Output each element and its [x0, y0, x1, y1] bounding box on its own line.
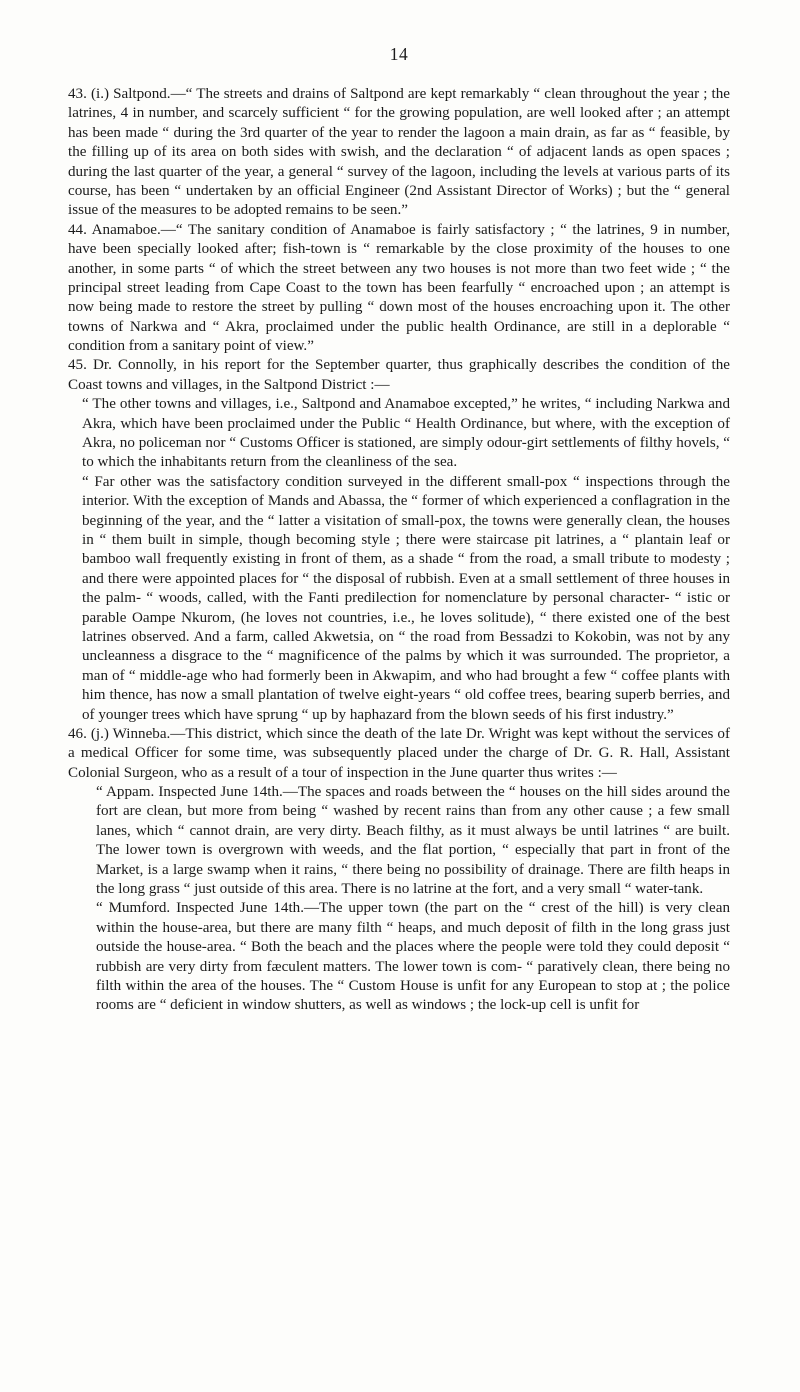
page-body — [68, 85, 730, 1016]
paragraph-46: 46. (j.) Winneba.—This district, which since the death of the late Dr. Wright was kept without the services of a medical Officer for some time, was subsequently placed under the charge of Dr. G. R. Hall, Assistant Colonial Surgeon, who as a result of a tour of inspection in the June quarter thus writes :— — [68, 725, 730, 781]
paragraph-44: 44. Anamaboe.—“ The sanitary condition of Anamaboe is fairly satisfactory ; “ the latrines, 9 in number, have been specially looked after; fish-town is “ remarkable by the close proximity of the houses to one another, in some parts “ of which the street between any two houses is not more than two feet wide ; “ the principal street leading from Cape Coast to the town has been fearfully “ encroached upon ; an attempt is now being made to restore the street by pulling “ down most of the houses encroaching upon it. The other towns of Narkwa and “ Akra, proclaimed under the public health Ordinance, are still in a deplorable “ condition from a sanitary point of view.” — [68, 221, 730, 355]
paragraph-43: 43. (i.) Saltpond.—“ The streets and drains of Saltpond are kept remarkably “ clean throughout the year ; the latrines, 4 in number, and scarcely sufficient “ for the growing population, are well looked after ; an attempt has been made “ during the 3rd quarter of the year to render the lagoon a main drain, as far as “ feasible, by the filling up of its area on both sides with swish, and the declaration “ of adjacent lands as open spaces ; during the last quarter of the year, a general “ survey of the lagoon, including the levels at various parts of its course, has been “ undertaken by an official Engineer (2nd Assistant Director of Works) ; but the “ general issue of the measures to be adopted remains to be seen.” — [68, 86, 730, 219]
quote-connolly-interior: “ Far other was the satisfactory condition surveyed in the different small-pox “ inspections through the interior. With the exception of Mands and Abassa, the “ former of which experienced a conflagration in the beginning of the year, and the “ latter a visitation of small-pox, the towns were generally clean, the houses in “ them built in simple, though becoming style ; there were staircase pit latrines, a “ plantain leaf or bamboo wall frequently existing in front of them, as a shade “ from the road, a small tribute to modesty ; and there were appointed places for “ the disposal of rubbish. Even at a small settlement of three houses in the palm- “ woods, called, with the Fanti predilection for nomenclature by personal character- “ istic or parable Oampe Nkurom, (he loves not countries, i.e., he loves solitude), “ there existed one of the best latrines observed. And a farm, called Akwetsia, on “ the road from Bessadzi to Kokobin, was not by any uncleanness a disgrace to the “ magnificence of the palms by which it was surrounded. The proprietor, a man of “ middle-age who had formerly been in Akwapim, and who had brought a few “ coffee plants with him thence, has now a small plantation of twelve eight-years “ old coffee trees, bearing superb berries, and of younger trees which have sprung “ up by haphazard from the blown seeds of his first industry.” — [82, 473, 730, 723]
quote-connolly-towns: “ The other towns and villages, i.e., Saltpond and Anamaboe excepted,” he writes, “ including Narkwa and Akra, which have been proclaimed under the Public “ Health Ordinance, but where, with the exception of Akra, no policeman nor “ Customs Officer is stationed, are simply odour-girt settlements of filthy hovels, “ to which the inhabitants return from the cleanliness of the sea. — [82, 396, 730, 471]
quote-appam: “ Appam. Inspected June 14th.—The spaces and roads between the “ houses on the hill sides around the fort are clean, but more from being “ washed by recent rains than from any other cause ; a few small lanes, which “ cannot drain, are very dirty. Beach filthy, as it must always be until latrines “ are built. The lower town is overgrown with weeds, and the flat portion, “ especially that part in front of the Market, is a large swamp when it rains, “ there being no possibility of drainage. There are filth heaps in the long grass “ just outside of this area. There is no latrine at the fort, and a very small “ water-tank. — [96, 784, 730, 898]
page-number: 14 — [389, 44, 409, 64]
quote-mumford: “ Mumford. Inspected June 14th.—The upper town (the part on the “ crest of the hill) is very clean within the house-area, but there are many filth “ heaps, and much deposit of filth in the long grass just outside the house-area. “ Both the beach and the places where the people were told they could deposit “ rubbish are very dirty from fæculent matters. The lower town is com- “ paratively clean, there being no filth within the area of the houses. The “ Custom House is unfit for any European to stop at ; the police rooms are “ deficient in window shutters, as well as windows ; the lock-up cell is unfit for — [96, 900, 730, 1014]
paragraph-45: 45. Dr. Connolly, in his report for the September quarter, thus graphically describes the condition of the Coast towns and villages, in the Saltpond District :— — [68, 357, 730, 393]
